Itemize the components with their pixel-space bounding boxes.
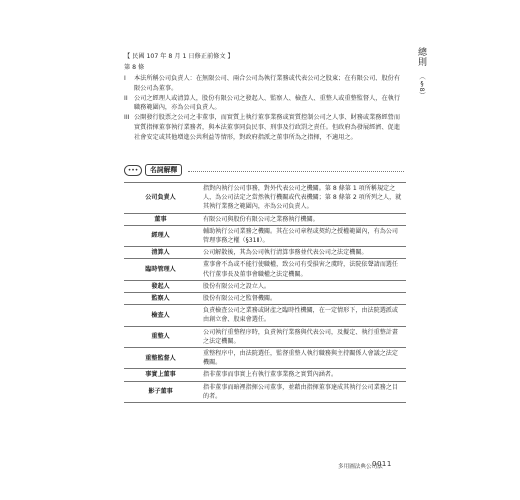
table-row — [124, 225, 406, 246]
glossary-label: 名詞解釋 — [145, 164, 182, 176]
definition-cell: 指非董事而暗裡指揮公司董事，並藉由指揮董事達成其執行公司業務之目的者。 — [197, 381, 406, 402]
term-cell: 發起人 — [124, 280, 197, 292]
divider — [188, 171, 404, 172]
amendment-note: 【 民國 107 年 8 月 1 日修正前條文 】 — [124, 53, 234, 60]
term-cell: 董事 — [124, 213, 197, 225]
page-number: 0011 — [372, 460, 392, 468]
table-row — [124, 305, 406, 326]
table-row — [124, 369, 406, 381]
dots-icon: ••• — [124, 165, 142, 176]
paragraph-text: 本法所稱公司負責人：在無限公司、兩合公司為執行業務或代表公司之股東；在有限公司、股份有限公司為董事。 — [134, 75, 401, 92]
definition-cell: 重整程序中，由法院選任，監督重整人執行職務與主持關係人會議之法定機關。 — [197, 348, 406, 369]
table-row — [124, 213, 406, 225]
definition-cell: 輔助執行公司業務之機關。其在公司章程或契約之授權範圍內，有為公司管理事務之權（§31Ⅱ）。 — [197, 225, 406, 246]
table-row — [124, 293, 406, 305]
paragraph-text: 公開發行股票之公司之非董事，而實質上執行董事業務或實質控制公司之人事、財務或業務經營而實質指揮董事執行業務者，與本法董事同負民事、刑事及行政罰之責任。但政府為發展經濟、促進社會安定或其他增進公共利益等情形，對政府指派之董事所為之指揮，不適用之。 — [134, 114, 401, 141]
definition-cell: 指對內執行公司事務，對外代表公司之機關。第 8 條第 1 項所稱規定之人，為公司法定之當然執行機關或代表機關；第 8 條第 2 項所列之人，就其執行業務之範圍內，亦為公司負責人。 — [197, 183, 406, 214]
table-row — [124, 183, 406, 214]
term-cell: 監察人 — [124, 293, 197, 305]
term-cell: 重整人 — [124, 326, 197, 347]
paragraph-number: I — [124, 75, 126, 82]
definition-cell: 公司執行重整程序時，負責執行業務與代表公司，及擬定、執行重整計畫之法定機關。 — [197, 326, 406, 347]
glossary-header — [124, 163, 182, 177]
definition-cell: 股份有限公司之設立人。 — [197, 280, 406, 292]
definition-cell: 負責檢查公司之業務或財產之臨時性機關，在一定情形下，由法院選派或由創立會、股東會選任。 — [197, 305, 406, 326]
chapter-title: 總則 — [416, 47, 426, 67]
article-paragraphs — [124, 74, 406, 143]
definition-cell: 股份有限公司之監督機關。 — [197, 293, 406, 305]
book-title: 多用圖法典公司法 — [338, 464, 383, 470]
term-cell: 公司負責人 — [124, 183, 197, 214]
table-row — [124, 326, 406, 347]
table-row — [124, 381, 406, 402]
paragraph-number: III — [124, 114, 130, 122]
table-row — [124, 259, 406, 280]
term-cell: 清算人 — [124, 247, 197, 259]
definition-cell: 有限公司與股份有限公司之業務執行機關。 — [197, 213, 406, 225]
term-cell: 重整監督人 — [124, 348, 197, 369]
term-cell: 檢查人 — [124, 305, 197, 326]
paragraph-1 — [124, 74, 406, 93]
paragraph-3 — [124, 113, 406, 142]
paragraph-text: 公司之經理人或清算人，股份有限公司之發起人、監察人、檢查人、重整人或重整監督人，在執行職務範圍內，亦為公司負責人。 — [134, 94, 401, 112]
term-cell: 事實上董事 — [124, 369, 197, 381]
term-cell: 經理人 — [124, 225, 197, 246]
table-row — [124, 280, 406, 292]
article-number: 第 8 條 — [124, 64, 145, 71]
table-row — [124, 348, 406, 369]
chapter-section: （§8） — [418, 73, 426, 99]
definition-cell: 公司解散後，其為公司執行清算事務並代表公司之法定機關。 — [197, 247, 406, 259]
definition-cell: 指非董事而事實上有執行董事業務之實質內涵者。 — [197, 369, 406, 381]
term-cell: 影子董事 — [124, 381, 197, 402]
glossary-table — [124, 182, 406, 403]
paragraph-number: II — [124, 94, 128, 102]
paragraph-2 — [124, 94, 406, 113]
definition-cell: 董事會不為或不能行使職權，致公司有受損害之虞時，法院依聲請而選任代行董事長及董事會職權之法定機關。 — [197, 259, 406, 280]
table-row — [124, 247, 406, 259]
term-cell: 臨時管理人 — [124, 259, 197, 280]
